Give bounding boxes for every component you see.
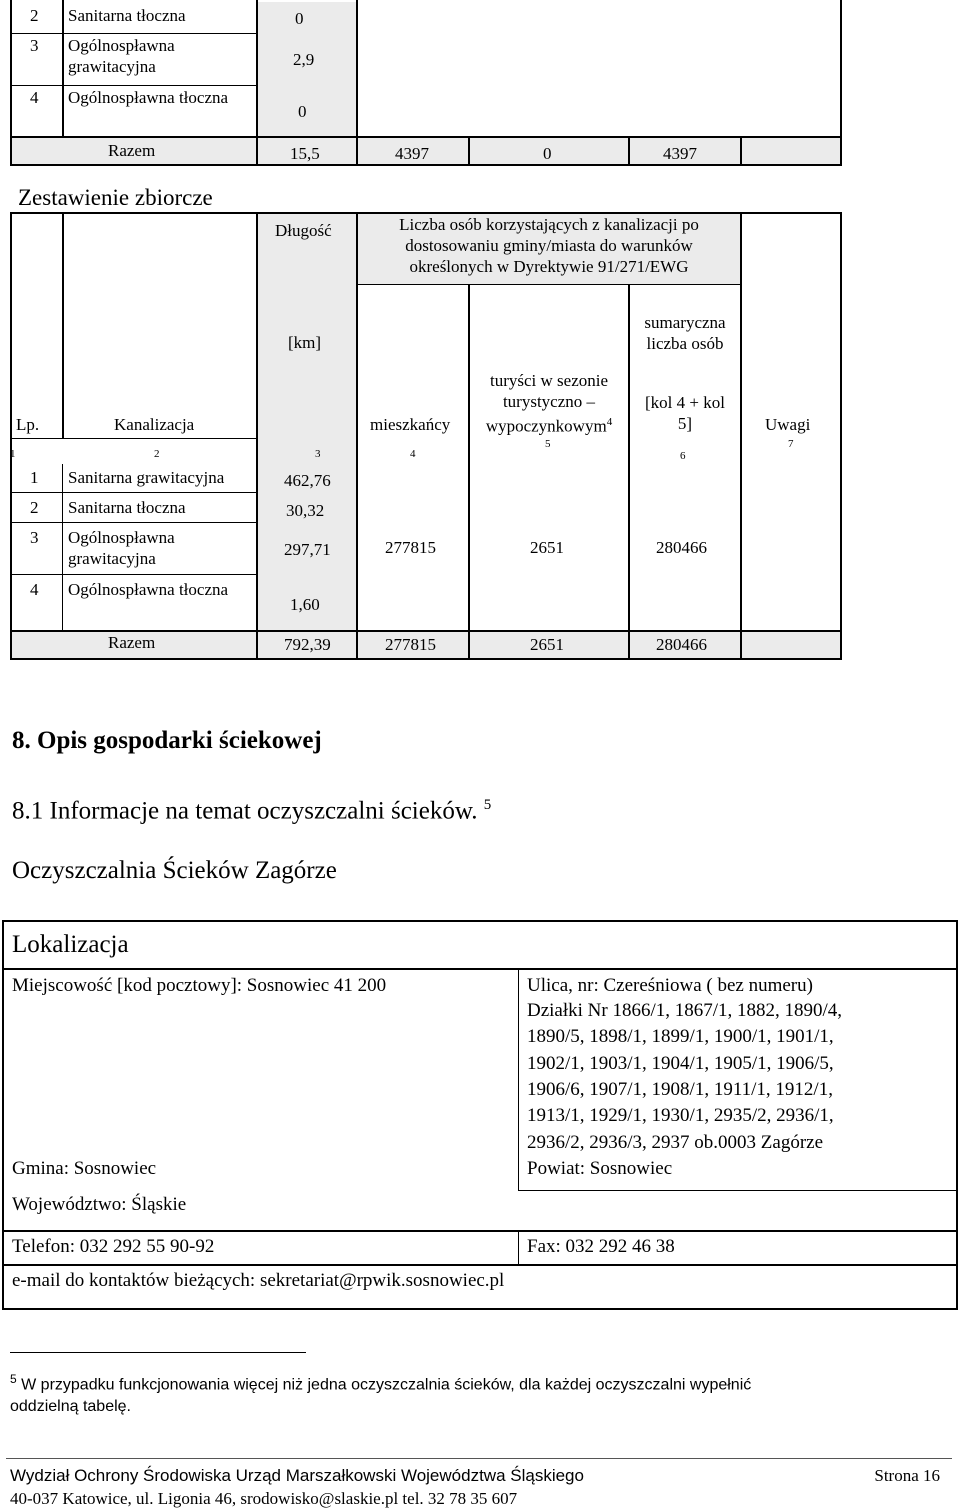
row-number: 4 bbox=[30, 580, 39, 599]
header-persons-group: Liczba osób korzystających z kanalizacji po dostosowaniu gminy/miasta do warunków określonych w Dyrektywie 91/271/EWG bbox=[399, 215, 699, 276]
plant-name: Oczyszczalnia Ścieków Zagórze bbox=[12, 857, 337, 884]
page-number: Strona 16 bbox=[874, 1466, 940, 1485]
section-heading: 8. Opis gospodarki ściekowej bbox=[12, 727, 322, 754]
commune: Gmina: Sosnowiec bbox=[12, 1158, 157, 1179]
column-number: 2 bbox=[154, 448, 160, 460]
county: Powiat: Sosnowiec bbox=[527, 1158, 673, 1179]
plots-line: 1890/5, 1898/1, 1899/1, 1900/1, 1901/1, bbox=[527, 1026, 834, 1047]
subsection-heading bbox=[12, 790, 491, 826]
length-value: 30,32 bbox=[286, 501, 325, 520]
sewer-name: Sanitarna tłoczna bbox=[68, 498, 186, 517]
location-title: Lokalizacja bbox=[12, 931, 129, 958]
total-sum: 280466 bbox=[656, 635, 707, 654]
row-number: 1 bbox=[30, 468, 39, 487]
plots-line: 1913/1, 1929/1, 1930/1, 2935/2, 2936/1, bbox=[527, 1105, 834, 1126]
sewer-name: Sanitarna tłoczna bbox=[68, 6, 186, 25]
total-residents: 4397 bbox=[395, 144, 429, 163]
header-notes: Uwagi bbox=[765, 415, 811, 434]
footnote-text-line2: oddzielną tabelę. bbox=[10, 1398, 131, 1415]
header-residents: mieszkańcy bbox=[370, 415, 451, 434]
total-label: Razem bbox=[108, 633, 156, 652]
footer-office: Wydział Ochrony Środowiska Urząd Marszałkowski Województwa Śląskiego bbox=[10, 1466, 584, 1485]
merged-residents: 277815 bbox=[385, 538, 436, 557]
sewer-name: Ogólnospławna grawitacyjna bbox=[68, 36, 175, 76]
row-number: 2 bbox=[30, 6, 39, 25]
total-residents: 277815 bbox=[385, 635, 436, 654]
column-number: 6 bbox=[680, 450, 686, 462]
plots-line: 1906/6, 1907/1, 1908/1, 1911/1, 1912/1, bbox=[527, 1079, 833, 1100]
sewer-name: Ogólnospławna tłoczna bbox=[68, 580, 229, 599]
column-number: 7 bbox=[788, 438, 794, 450]
footer-separator bbox=[6, 1458, 952, 1459]
plots-line: 2936/2, 2936/3, 2937 ob.0003 Zagórze bbox=[527, 1132, 824, 1153]
email: e-mail do kontaktów bieżących: sekretariat@rpwik.sosnowiec.pl bbox=[12, 1270, 505, 1291]
total-tourists: 2651 bbox=[530, 635, 564, 654]
phone: Telefon: 032 292 55 90-92 bbox=[12, 1236, 215, 1257]
footer-address: 40-037 Katowice, ul. Ligonia 46, srodowisko@slaskie.pl tel. 32 78 35 607 bbox=[10, 1489, 518, 1508]
voivodeship: Województwo: Śląskie bbox=[12, 1194, 187, 1215]
sewer-name: Ogólnospławna tłoczna bbox=[68, 88, 229, 107]
total-length: 792,39 bbox=[284, 635, 331, 654]
subsection-heading-text: 8.1 Informacje na temat oczyszczalni ścieków. bbox=[12, 797, 478, 825]
plots-line: Działki Nr 1866/1, 1867/1, 1882, 1890/4, bbox=[527, 1000, 843, 1021]
header-col-formula: [kol 4 + kol 5] bbox=[645, 393, 725, 433]
header-lp: Lp. bbox=[16, 415, 40, 434]
fax: Fax: 032 292 46 38 bbox=[527, 1236, 675, 1257]
total-length: 15,5 bbox=[290, 144, 320, 163]
merged-sum: 280466 bbox=[656, 538, 707, 557]
summary-title: Zestawienie zbiorcze bbox=[18, 185, 213, 210]
header-tourists bbox=[470, 370, 628, 437]
length-value: 2,9 bbox=[293, 50, 315, 69]
footnote-separator bbox=[10, 1352, 306, 1353]
column-number: 4 bbox=[410, 448, 416, 460]
footnote-ref: 5 bbox=[483, 797, 492, 813]
footnote-ref: 4 bbox=[606, 416, 613, 428]
row-number: 3 bbox=[30, 528, 39, 547]
length-value: 462,76 bbox=[284, 471, 331, 490]
locality: Miejscowość [kod pocztowy]: Sosnowiec 41 200 bbox=[12, 975, 387, 996]
total-tourists: 0 bbox=[543, 144, 552, 163]
merged-tourists: 2651 bbox=[530, 538, 564, 557]
footnote-text: W przypadku funkcjonowania więcej niż jedna oczyszczalnia ścieków, dla każdej oczyszczalni wypełnić bbox=[16, 1376, 752, 1394]
length-value: 297,71 bbox=[284, 540, 331, 559]
footnote-number: 5 bbox=[10, 1372, 17, 1386]
column-number: 5 bbox=[545, 438, 551, 450]
total-label: Razem bbox=[108, 141, 156, 160]
row-number: 4 bbox=[30, 88, 39, 107]
street: Ulica, nr: Czereśniowa ( bez numeru) bbox=[527, 975, 813, 996]
footnote bbox=[10, 1366, 950, 1398]
row-number: 2 bbox=[30, 498, 39, 517]
header-km: [km] bbox=[288, 333, 322, 352]
column-number: 1 bbox=[10, 448, 16, 460]
header-tourists-text: turyści w sezonie turystyczno – wypoczynkowym bbox=[485, 371, 609, 436]
plots-line: 1902/1, 1903/1, 1904/1, 1905/1, 1906/5, bbox=[527, 1053, 834, 1074]
header-sewer: Kanalizacja bbox=[114, 415, 195, 434]
sewer-name: Ogólnospławna grawitacyjna bbox=[68, 528, 175, 568]
total-sum: 4397 bbox=[663, 144, 697, 163]
header-length: Długość bbox=[275, 221, 332, 240]
column-number: 3 bbox=[315, 448, 321, 460]
length-value: 1,60 bbox=[290, 595, 320, 614]
row-number: 3 bbox=[30, 36, 39, 55]
sewer-name: Sanitarna grawitacyjna bbox=[68, 468, 225, 487]
length-value: 0 bbox=[298, 102, 307, 121]
length-column-shade bbox=[258, 214, 356, 658]
length-value: 0 bbox=[295, 9, 304, 28]
header-sum-people: sumaryczna liczba osób bbox=[644, 313, 726, 353]
